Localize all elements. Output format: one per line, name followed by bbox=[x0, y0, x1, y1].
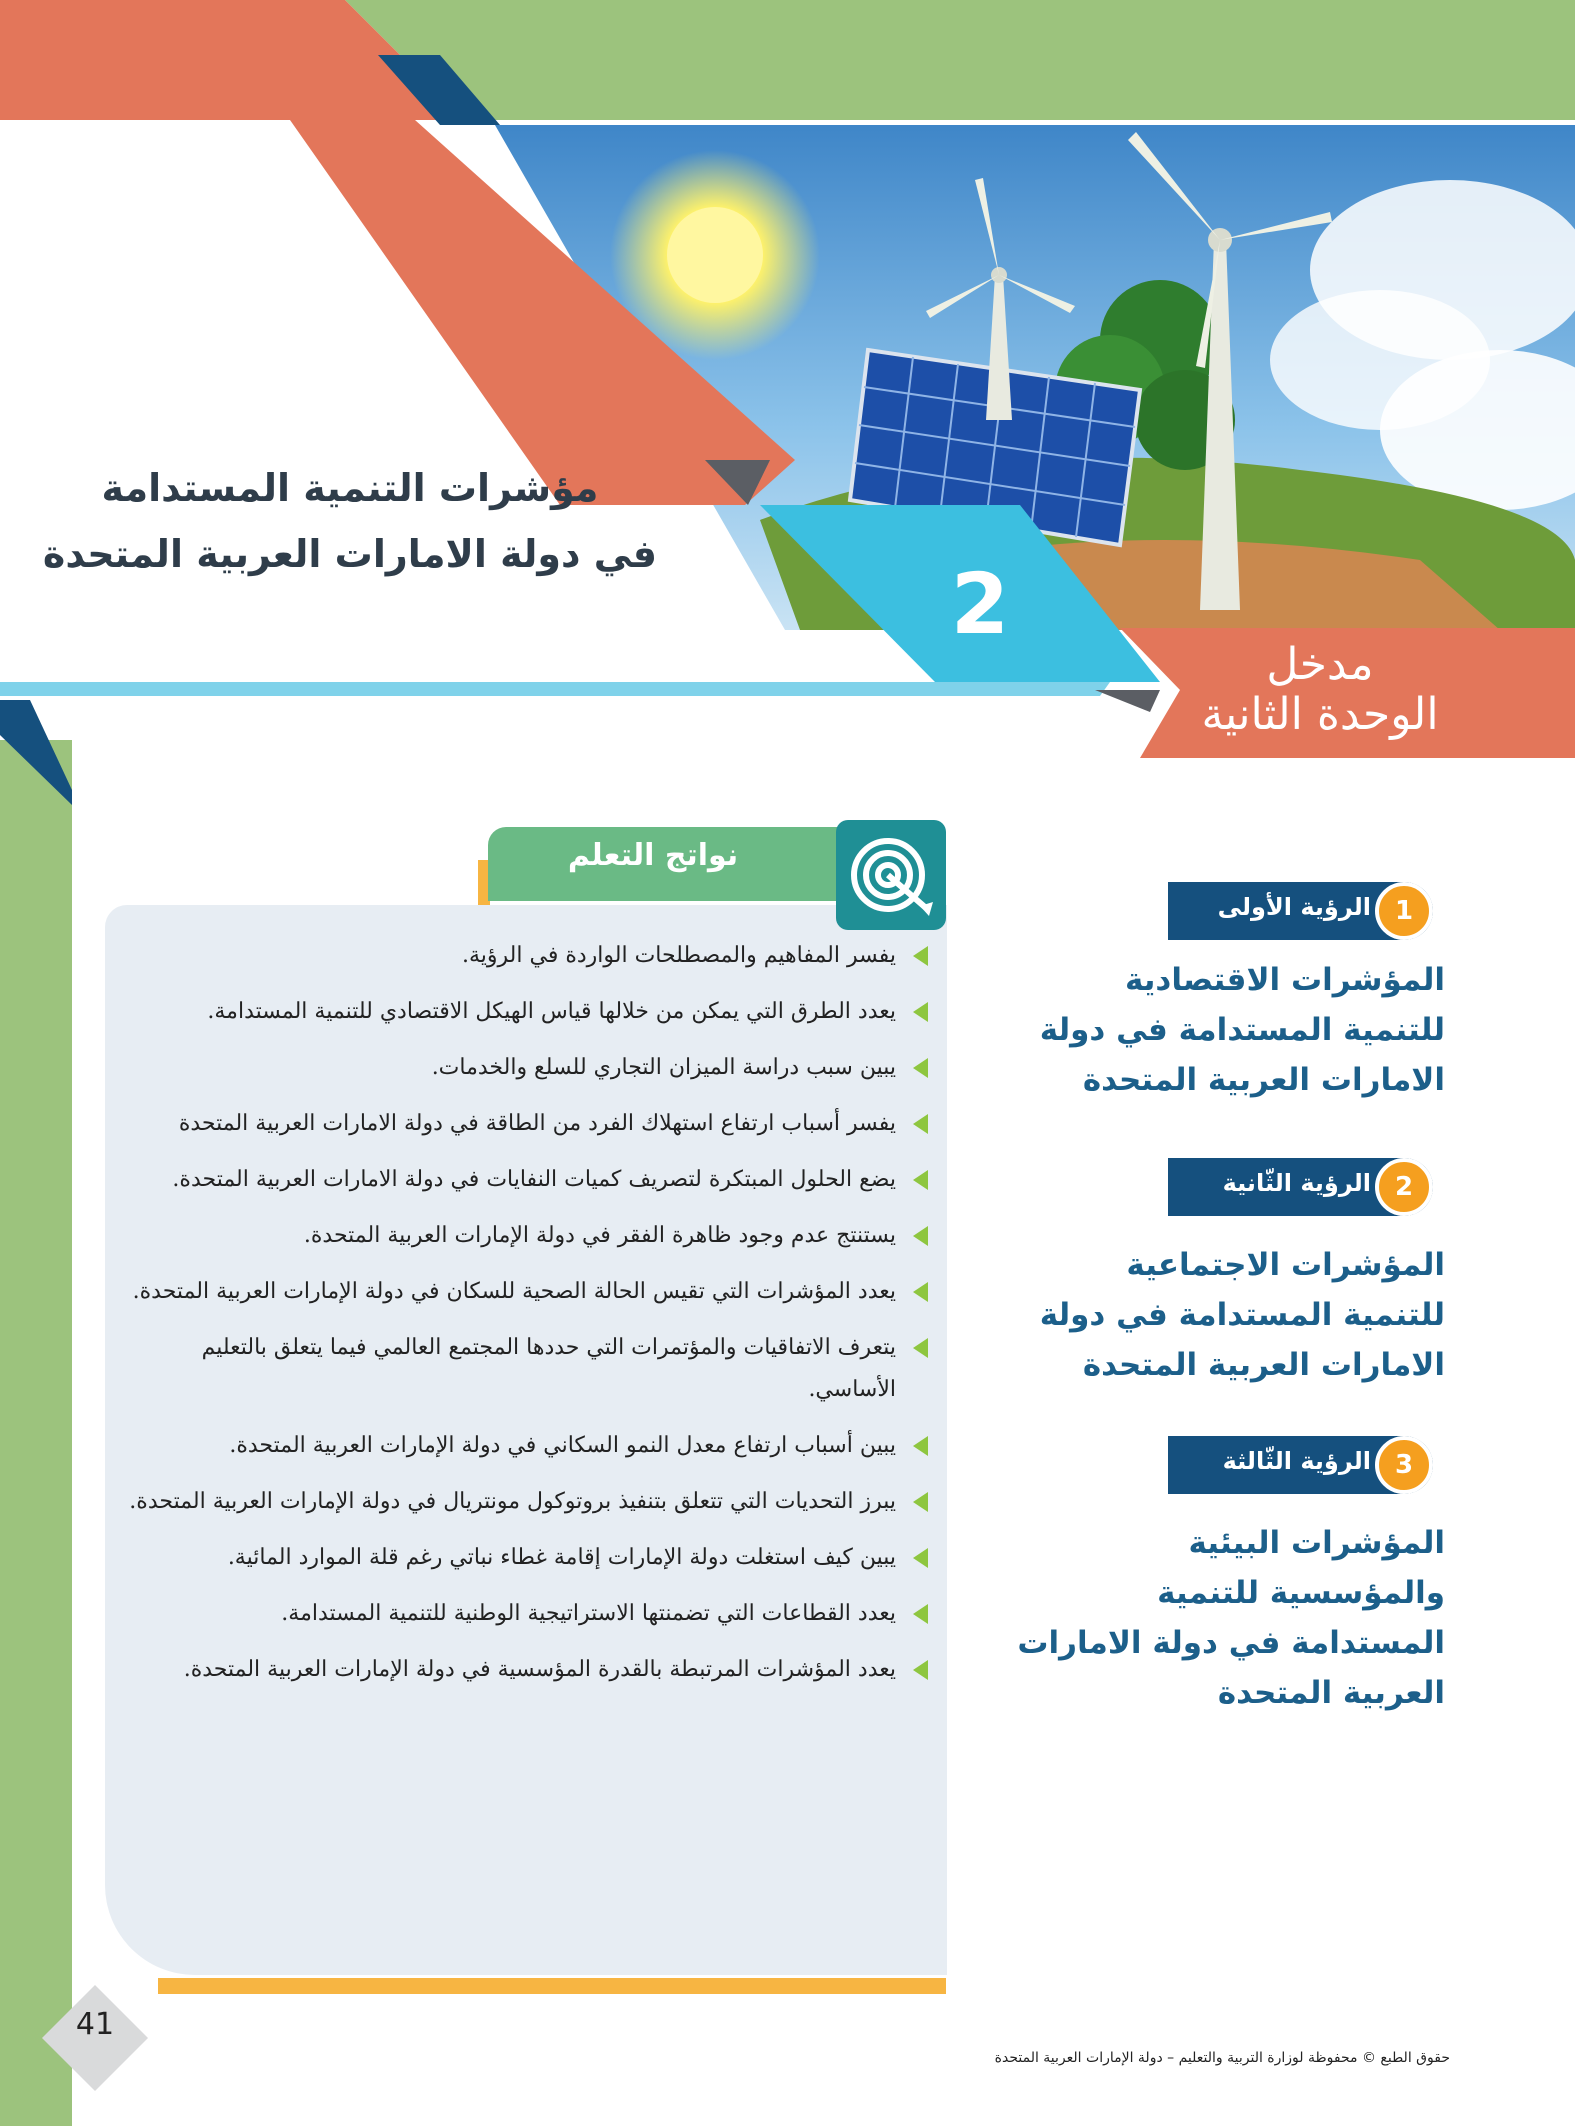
outcome-item bbox=[125, 1327, 930, 1411]
top-green-band bbox=[345, 0, 1575, 120]
learning-outcomes-title: نواتج التعلم bbox=[567, 838, 739, 873]
bullet-arrow-icon bbox=[913, 1058, 928, 1078]
outcome-text: يضع الحلول المبتكرة لتصريف كميات النفايات في دولة الامارات العربية المتحدة. bbox=[172, 1167, 896, 1192]
outcome-text: يبين سبب دراسة الميزان التجاري للسلع والخدمات. bbox=[431, 1055, 896, 1080]
copyright-notice: حقوق الطبع © محفوظة لوزارة التربية والتعليم – دولة الإمارات العربية المتحدة bbox=[994, 2050, 1450, 2066]
bullet-arrow-icon bbox=[913, 1170, 928, 1190]
bullet-arrow-icon bbox=[913, 1114, 928, 1134]
target-icon-box bbox=[836, 820, 946, 930]
page-number: 41 bbox=[75, 2007, 115, 2042]
entry-label-line-2: الوحدة الثانية bbox=[1201, 689, 1439, 740]
outcome-text: يفسر أسباب ارتفاع استهلاك الفرد من الطاقة في دولة الامارات العربية المتحدة bbox=[178, 1111, 896, 1136]
outcome-text: يستنتج عدم وجود ظاهرة الفقر في دولة الإمارات العربية المتحدة. bbox=[303, 1223, 896, 1248]
outcome-text: يبين أسباب ارتفاع معدل النمو السكاني في دولة الإمارات العربية المتحدة. bbox=[229, 1433, 896, 1458]
header-bottom-strip bbox=[0, 682, 1110, 696]
bullet-arrow-icon bbox=[913, 1660, 928, 1680]
outcome-item bbox=[125, 991, 930, 1033]
vision-1-pill bbox=[1168, 882, 1433, 940]
outcome-text: يعدد المؤشرات المرتبطة بالقدرة المؤسسية في دولة الإمارات العربية المتحدة. bbox=[183, 1657, 896, 1682]
outcomes-panel-underline bbox=[158, 1978, 946, 1994]
vision-2-label: الرؤية الثّانية bbox=[1222, 1169, 1371, 1197]
outcome-text: يفسر المفاهيم والمصطلحات الواردة في الرؤية. bbox=[462, 943, 896, 968]
outcome-item bbox=[125, 1271, 930, 1313]
left-green-strip bbox=[0, 740, 72, 2126]
vision-1-number: 1 bbox=[1375, 882, 1433, 940]
outcome-item bbox=[125, 1593, 930, 1635]
bullet-arrow-icon bbox=[913, 1436, 928, 1456]
vision-1-label: الرؤية الأولى bbox=[1217, 893, 1371, 921]
bullet-arrow-icon bbox=[913, 1492, 928, 1512]
bullet-arrow-icon bbox=[913, 1282, 928, 1302]
outcome-item bbox=[125, 1481, 930, 1523]
bullet-arrow-icon bbox=[913, 1002, 928, 1022]
bullet-arrow-icon bbox=[913, 1604, 928, 1624]
outcome-text: يعدد القطاعات التي تضمنتها الاستراتيجية الوطنية للتنمية المستدامة. bbox=[281, 1601, 896, 1626]
outcome-text: يتعرف الاتفاقيات والمؤتمرات التي حددها المجتمع العالمي فيما يتعلق بالتعليم الأساسي. bbox=[201, 1335, 896, 1402]
outcome-text: يبين كيف استغلت دولة الإمارات إقامة غطاء نباتي رغم قلة الموارد المائية. bbox=[227, 1545, 896, 1570]
outcome-item bbox=[125, 1103, 930, 1145]
unit-title bbox=[40, 455, 660, 587]
outcome-text: يعدد الطرق التي يمكن من خلالها قياس الهيكل الاقتصادي للتنمية المستدامة. bbox=[207, 999, 896, 1024]
outcome-text: يعدد المؤشرات التي تقيس الحالة الصحية للسكان في دولة الإمارات العربية المتحدة. bbox=[132, 1279, 896, 1304]
unit-title-line-1: مؤشرات التنمية المستدامة bbox=[101, 466, 599, 510]
vision-3-number: 3 bbox=[1375, 1436, 1433, 1494]
outcome-item bbox=[125, 1159, 930, 1201]
unit-title-line-2: في دولة الامارات العربية المتحدة bbox=[42, 532, 658, 576]
unit-entry-label bbox=[1130, 640, 1510, 740]
outcome-item bbox=[125, 1215, 930, 1257]
vision-2-number: 2 bbox=[1375, 1158, 1433, 1216]
bullet-arrow-icon bbox=[913, 1226, 928, 1246]
bullet-arrow-icon bbox=[913, 1548, 928, 1568]
vision-2-description: المؤشرات الاجتماعية للتنمية المستدامة في دولة الامارات العربية المتحدة bbox=[1039, 1247, 1445, 1383]
vision-3-description: المؤشرات البيئية والمؤسسية للتنمية المستدامة في دولة الامارات العربية المتحدة bbox=[1017, 1525, 1445, 1711]
vision-1-description: المؤشرات الاقتصادية للتنمية المستدامة في دولة الامارات العربية المتحدة bbox=[1039, 962, 1445, 1098]
bullet-arrow-icon bbox=[913, 946, 928, 966]
target-icon bbox=[836, 820, 946, 930]
outcome-item bbox=[125, 1047, 930, 1089]
unit-number: 2 bbox=[950, 555, 1010, 653]
outcome-item bbox=[125, 1425, 930, 1467]
outcome-item bbox=[125, 1649, 930, 1691]
outcome-text: يبرز التحديات التي تتعلق بتنفيذ بروتوكول مونتريال في دولة الإمارات العربية المتحدة. bbox=[129, 1489, 896, 1514]
bullet-arrow-icon bbox=[913, 1338, 928, 1358]
vision-3-pill bbox=[1168, 1436, 1433, 1494]
entry-label-line-1: مدخل bbox=[1266, 639, 1374, 690]
vision-3-label: الرؤية الثّالثة bbox=[1222, 1447, 1371, 1475]
outcome-item bbox=[125, 935, 930, 977]
outcome-item bbox=[125, 1537, 930, 1579]
learning-outcomes-list bbox=[125, 935, 930, 1705]
vision-2-pill bbox=[1168, 1158, 1433, 1216]
